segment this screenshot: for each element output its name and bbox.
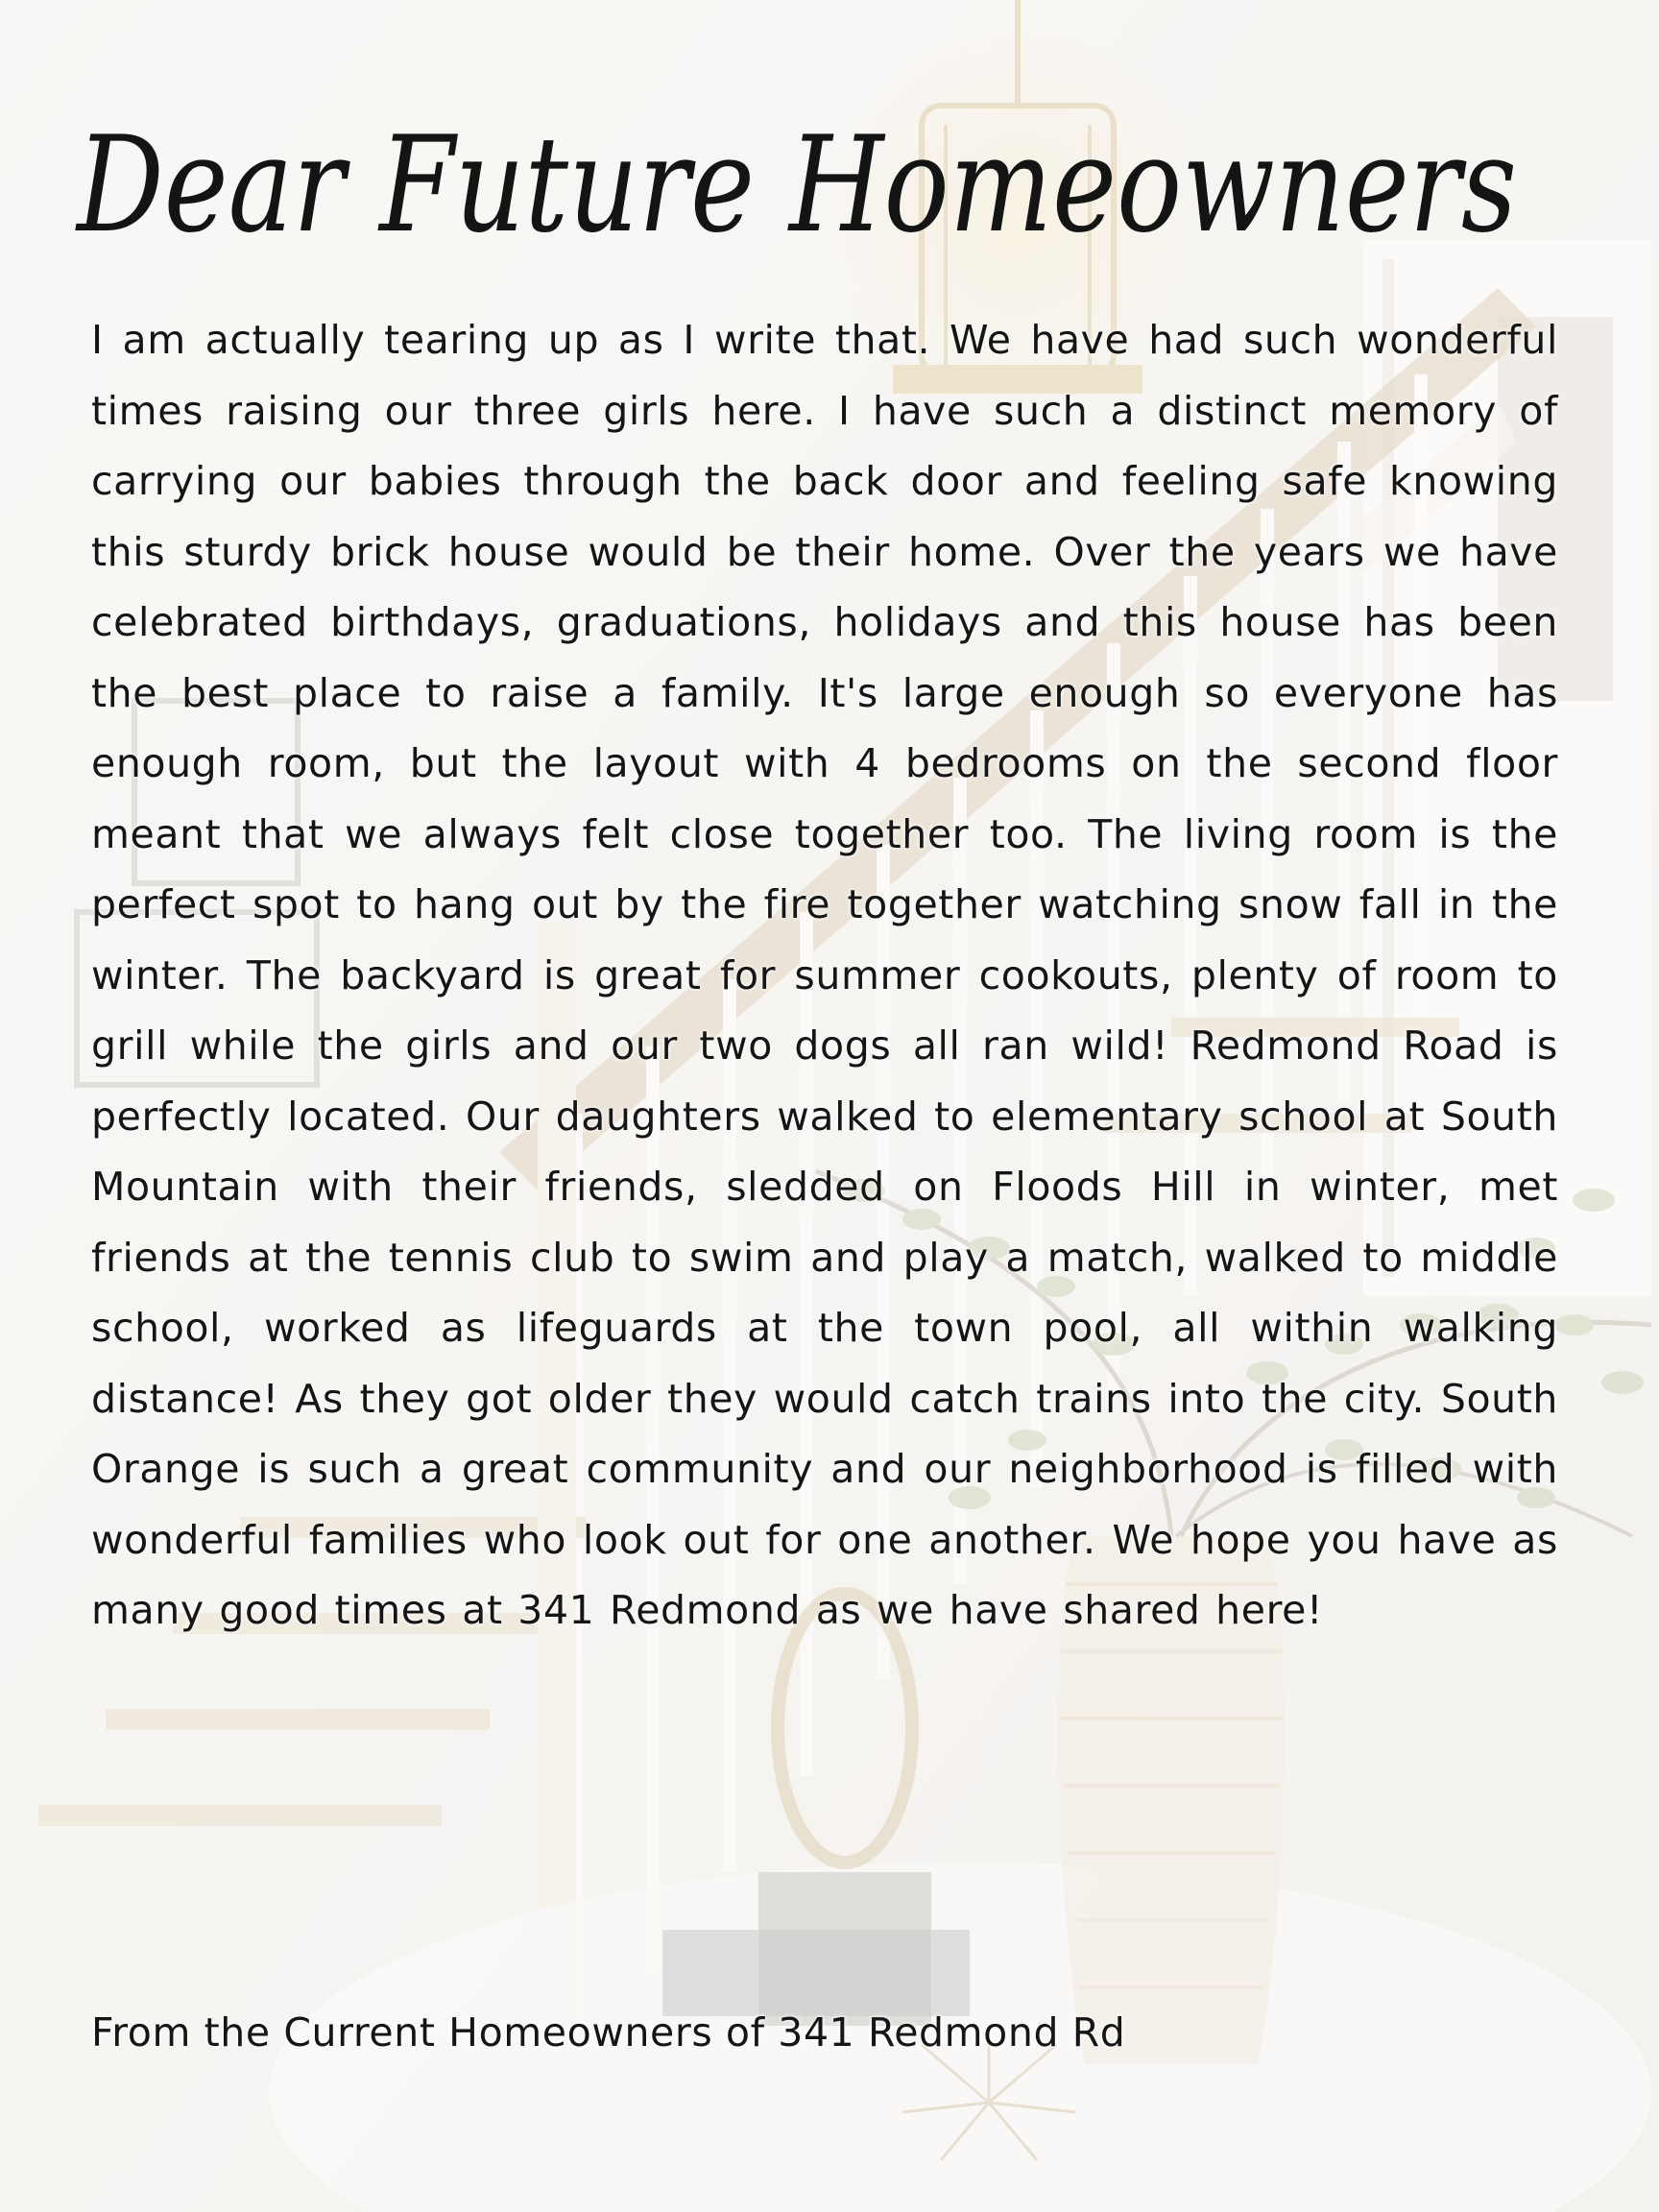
letter-body: I am actually tearing up as I write that. We have had such wonderful times raising our three girls here. I have such a distinct memory of carrying our babies through the back door and feeling safe knowing this sturdy brick house would be their home. Over the years we have celebrated birthdays, graduations, holidays and this house has been the best place to raise a family. It's large enough so everyone has enough room, but the layout with 4 bedrooms on the second floor meant that we always felt close together too. The living room is the perfect spot to hang out by the fire together watching snow fall in the winter. The backyard is great for summer cookouts, plenty of room to grill while the girls and our two dogs all ran wild! Redmond Road is perfectly located. Our daughters walked to elementary school at South Mountain with their friends, sledded on Floods Hill in winter, met friends at the tennis club to swim and play a match, walked to middle school, worked as lifeguards at the town pool, all within walking distance! As they got older they would catch trains into the city. South Orange is such a great community and our neighborhood is filled with wonderful families who look out for one another. We hope you have as many good times at 341 Redmond as we have shared here! — [91, 317, 1558, 1633]
letter-signoff: From the Current Homeowners of 341 Redmond Rd — [91, 2009, 1126, 2056]
page-title-text: Dear Future Homeowners — [74, 108, 1517, 262]
page-title — [67, 67, 1527, 288]
